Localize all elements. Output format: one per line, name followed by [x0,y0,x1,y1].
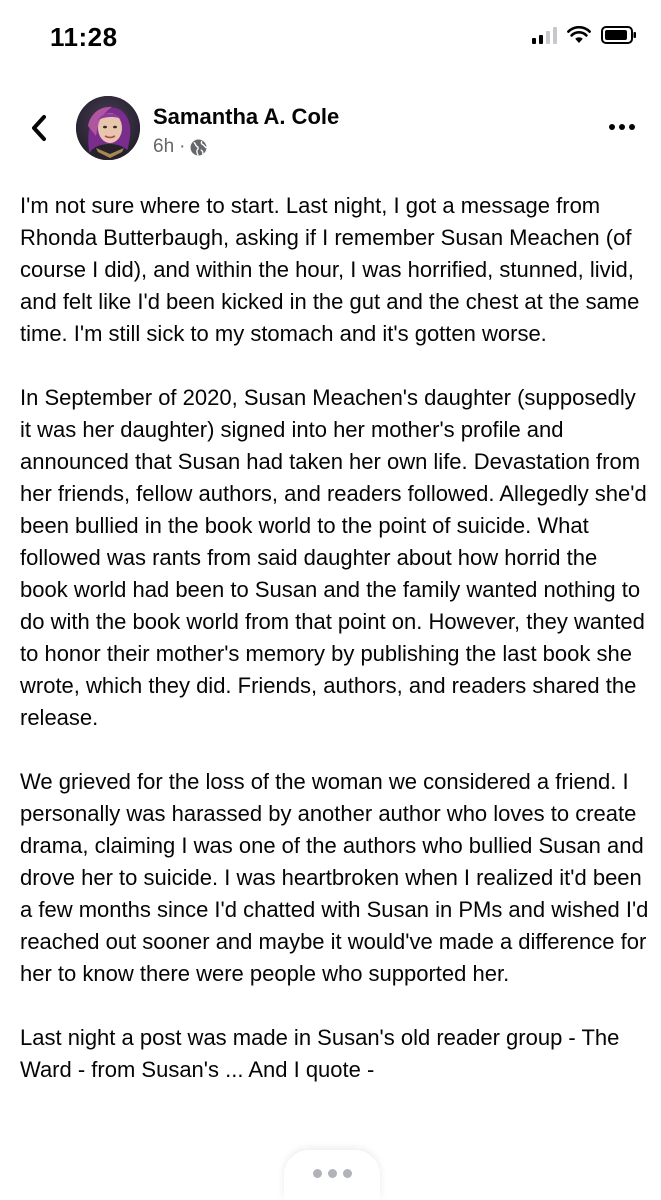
meta-separator: · [179,136,186,157]
post-timestamp[interactable]: 6h [153,136,175,157]
battery-icon [601,26,637,44]
author-name[interactable]: Samantha A. Cole [153,104,340,129]
cellular-signal-icon [532,26,557,44]
scroll-indicator[interactable] [284,1150,380,1200]
wifi-icon [567,26,591,44]
profile-photo [76,96,140,160]
globe-icon [190,139,207,156]
post-paragraph: We grieved for the loss of the woman we considered a friend. I personally was harassed by another author who loves to create drama, claiming I was one of the authors who bullied Susan and drove her to suicide. I was heartbroken when I realized it'd been a few months since I'd chatted with Susan in PMs and wished I'd reached out sooner and maybe it would've made a difference for her to know there were people who supported her. [20,769,649,986]
post-body [20,190,650,1118]
post-paragraph: Last night a post was made in Susan's old reader group - The Ward - from Susan's ... And I quote - [20,1025,620,1082]
chevron-left-icon [30,114,48,142]
back-button[interactable] [24,110,54,146]
post-paragraph: I'm not sure where to start. Last night, I got a message from Rhonda Butterbaugh, asking if I remember Susan Meachen (of course I did), and within the hour, I was horrified, stunned, livid, and felt like I'd been kicked in the gut and the chest at the same time. I'm still sick to my stomach and it's gotten worse. [20,193,640,346]
post-header [0,88,661,178]
post-paragraph: In September of 2020, Susan Meachen's daughter (supposedly it was her daughter) signed into her mother's profile and announced that Susan had taken her own life. Devastation from her friends, fellow authors, and readers followed. Allegedly she'd been bullied in the book world to the point of suicide. What followed was rants from said daughter about how horrid the book world had been to Susan and the family wanted nothing to do with the book world from that point on. However, they wanted to honor their mother's memory by publishing the last book she wrote, which they did. Friends, authors, and readers shared the release. [20,385,647,730]
dot-icon [343,1169,352,1178]
post-meta [153,136,207,158]
more-options-button[interactable] [605,120,639,134]
dot-icon [328,1169,337,1178]
dot-icon [313,1169,322,1178]
status-icons [532,26,637,44]
more-horizontal-icon [609,124,615,130]
status-bar [0,0,661,80]
avatar[interactable] [76,96,140,160]
status-time: 11:28 [50,22,118,52]
